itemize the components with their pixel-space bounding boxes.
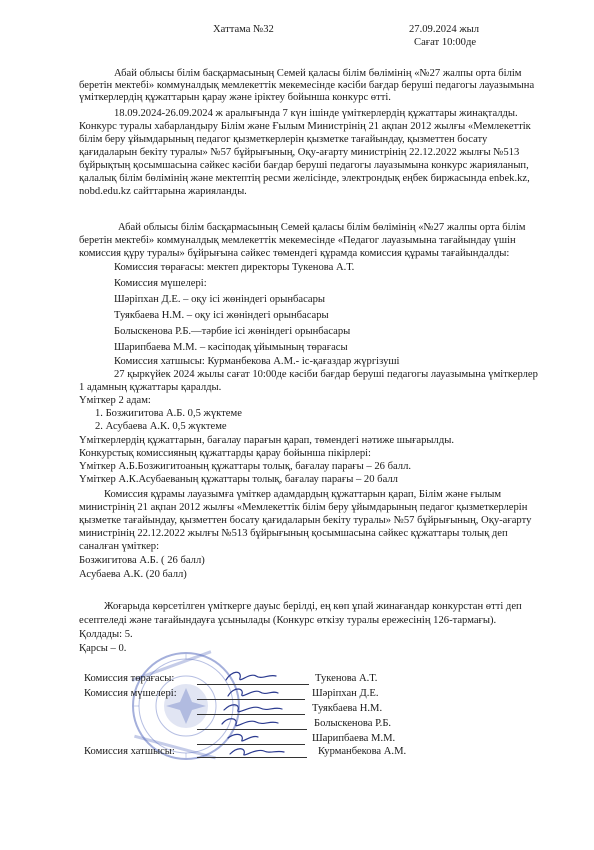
p1-line: үміткерлердің құжаттарын қарау және іріктеу бойынша конкурс өтті. [79, 92, 391, 103]
commission-members-label: Комиссия мүшелері: [114, 278, 207, 289]
results-line: Үміткер А.К.Асубаеваның құжаттары толық, бағалау парағы – 20 балл [79, 474, 398, 485]
candidate-item: 2. Асубаева А.К. 0,5 жүктеме [95, 421, 227, 432]
sign-member-name: Шарипбаева М.М. [312, 733, 396, 744]
commission-member: Шарипбаева М.М. – кәсіподақ ұйымының төрағасы [114, 342, 348, 353]
sign-members-label: Комиссия мүшелері: [84, 688, 177, 699]
sign-member-name: Болыскенова Р.Б. [314, 718, 392, 729]
protocol-date: 27.09.2024 жыл [409, 24, 480, 35]
candidate-item: 1. Бозжигитова А.Б. 0,5 жүктеме [95, 408, 242, 419]
p2-line: қалалық білім бөлімінің және мектептің ресми желісінде, электрондық еңбек биржасында enbek.kz, [79, 173, 530, 184]
p5-line: саналған үміткер: [79, 541, 160, 552]
sign-member-name: Шәріпхан Д.Е. [312, 688, 379, 699]
p3-line: комиссия құру туралы» бұйрығына сәйкес төмендегі құрамда комиссия құрамы тағайындалды: [79, 248, 510, 259]
sign-secretary-name: Курманбекова А.М. [318, 746, 407, 757]
sign-chair-name: Тукенова А.Т. [315, 673, 378, 684]
p3-line: Абай облысы білім басқармасының Семей қаласы білім бөлімінің «№27 жалпы орта білім [118, 222, 526, 233]
p3-line: беретін мектебі» коммуналдық мемлекеттік мекемесінде «Педагог лауазымына тағайындау үшін [79, 235, 516, 246]
commission-member: Болыскенова Р.Б.—тәрбие ісі жөніндегі орынбасары [114, 326, 351, 337]
results-line: Конкурстық комиссияның құжаттарды қарау бойынша пікірлері: [79, 448, 371, 459]
commission-secretary: Комиссия хатшысы: Курманбекова А.М.- іс-қағаздар жүргізуші [114, 356, 400, 367]
votes-for: Қолдады: 5. [79, 629, 133, 640]
p2-line: nobd.edu.kz сайттарына жарияланды. [79, 186, 247, 197]
commission-member: Шәріпхан Д.Е. – оқу ісі жөніндегі орынбасары [114, 294, 326, 305]
handwritten-signatures [198, 664, 318, 762]
protocol-title: Хаттама №32 [213, 24, 274, 35]
sign-chair-label: Комиссия төрағасы: [84, 673, 175, 684]
candidates-label: Үміткер 2 адам: [79, 395, 151, 406]
p2-line: Конкурс туралы хабарландыру Білім және Ғылым Министрінің 21 ақпан 2012 жылғы «Мемлекеттік [79, 121, 531, 132]
p4-line: 1 адамның құжаттары қаралды. [79, 382, 222, 393]
protocol-time: Сағат 10:00де [414, 37, 477, 48]
score-item: Бозжигитова А.Б. ( 26 балл) [79, 555, 205, 566]
p5-line: министрінің 22.12.2022 жылғы №513 бұйрығының қосымшасына сәйкес құжаттары толық деп [79, 528, 508, 539]
p4-line: 27 қыркүйек 2024 жылы сағат 10:00де кәсіби бағдар беруші педагогы лауазымына үміткерлер [114, 369, 538, 380]
p2-line: бұйрықтың қосымшасына сәйкес кәсіби бағдар беруші педагогы лауазымына конкурс жарияланып, [79, 160, 529, 171]
p6-line: есептеледі және тағайындауға ұсынылады (Конкурс өткізу туралы ережесінің 126-тармағы). [79, 615, 497, 626]
commission-member: Туякбаева Н.М. – оқу ісі жөніндегі орынбасары [114, 310, 329, 321]
results-line: Үміткер А.Б.Бозжигитоаның құжаттары толық, бағалау парағы – 26 балл. [79, 461, 412, 472]
sign-secretary-label: Комиссия хатшысы: [84, 746, 175, 757]
score-item: Асубаева А.К. (20 балл) [79, 569, 187, 580]
p2-line: білім беру ұйымдарының педагог қызметкерлерін қызметке тағайындау, қызметтен босату [79, 134, 488, 145]
results-line: Үміткерлердің құжаттарын, бағалау парағын қарап, төмендегі нәтиже шығарылды. [79, 435, 454, 446]
p1-line: Абай облысы білім басқармасының Семей қаласы білім бөлімінің «№27 жалпы орта білім [114, 68, 522, 79]
votes-against: Қарсы – 0. [79, 643, 127, 654]
p5-line: Комиссия құрамы лауазымға үміткер адамдардың құжаттарын қарап, Білім және ғылым [104, 489, 502, 500]
commission-chair: Комиссия төрағасы: мектеп директоры Тукенова А.Т. [114, 262, 355, 273]
p5-line: министрінің 21 ақпан 2012 жылғы «Мемлекеттік білім беру ұйымдарының педагог қызметкерлерін [79, 502, 528, 513]
p5-line: қызметке тағайындау, қызметтен босату қағидаларын бекіту туралы» №57 бұйрығының, Оқу-ағарту [79, 515, 532, 526]
p6-line: Жоғарыда көрсетілген үміткерге дауыс берілді, ең көп ұпай жинағандар конкурстан өтті деп [104, 601, 522, 612]
p2-line: қағидаларын бекіту туралы» №57 бұйрығының, Оқу-ағарту министрінің 22.12.2022 жылғы №513 [79, 147, 520, 158]
sign-member-name: Туякбаева Н.М. [312, 703, 383, 714]
p2-line: 18.09.2024-26.09.2024 ж аралығында 7 күн ішінде үміткерлердің құжаттары жинақталды. [114, 108, 518, 119]
p1-line: беретін мектебі» коммуналдық мемлекеттік мекемесінде кәсіби бағдар беруші педагогы лауазымына [79, 80, 535, 91]
